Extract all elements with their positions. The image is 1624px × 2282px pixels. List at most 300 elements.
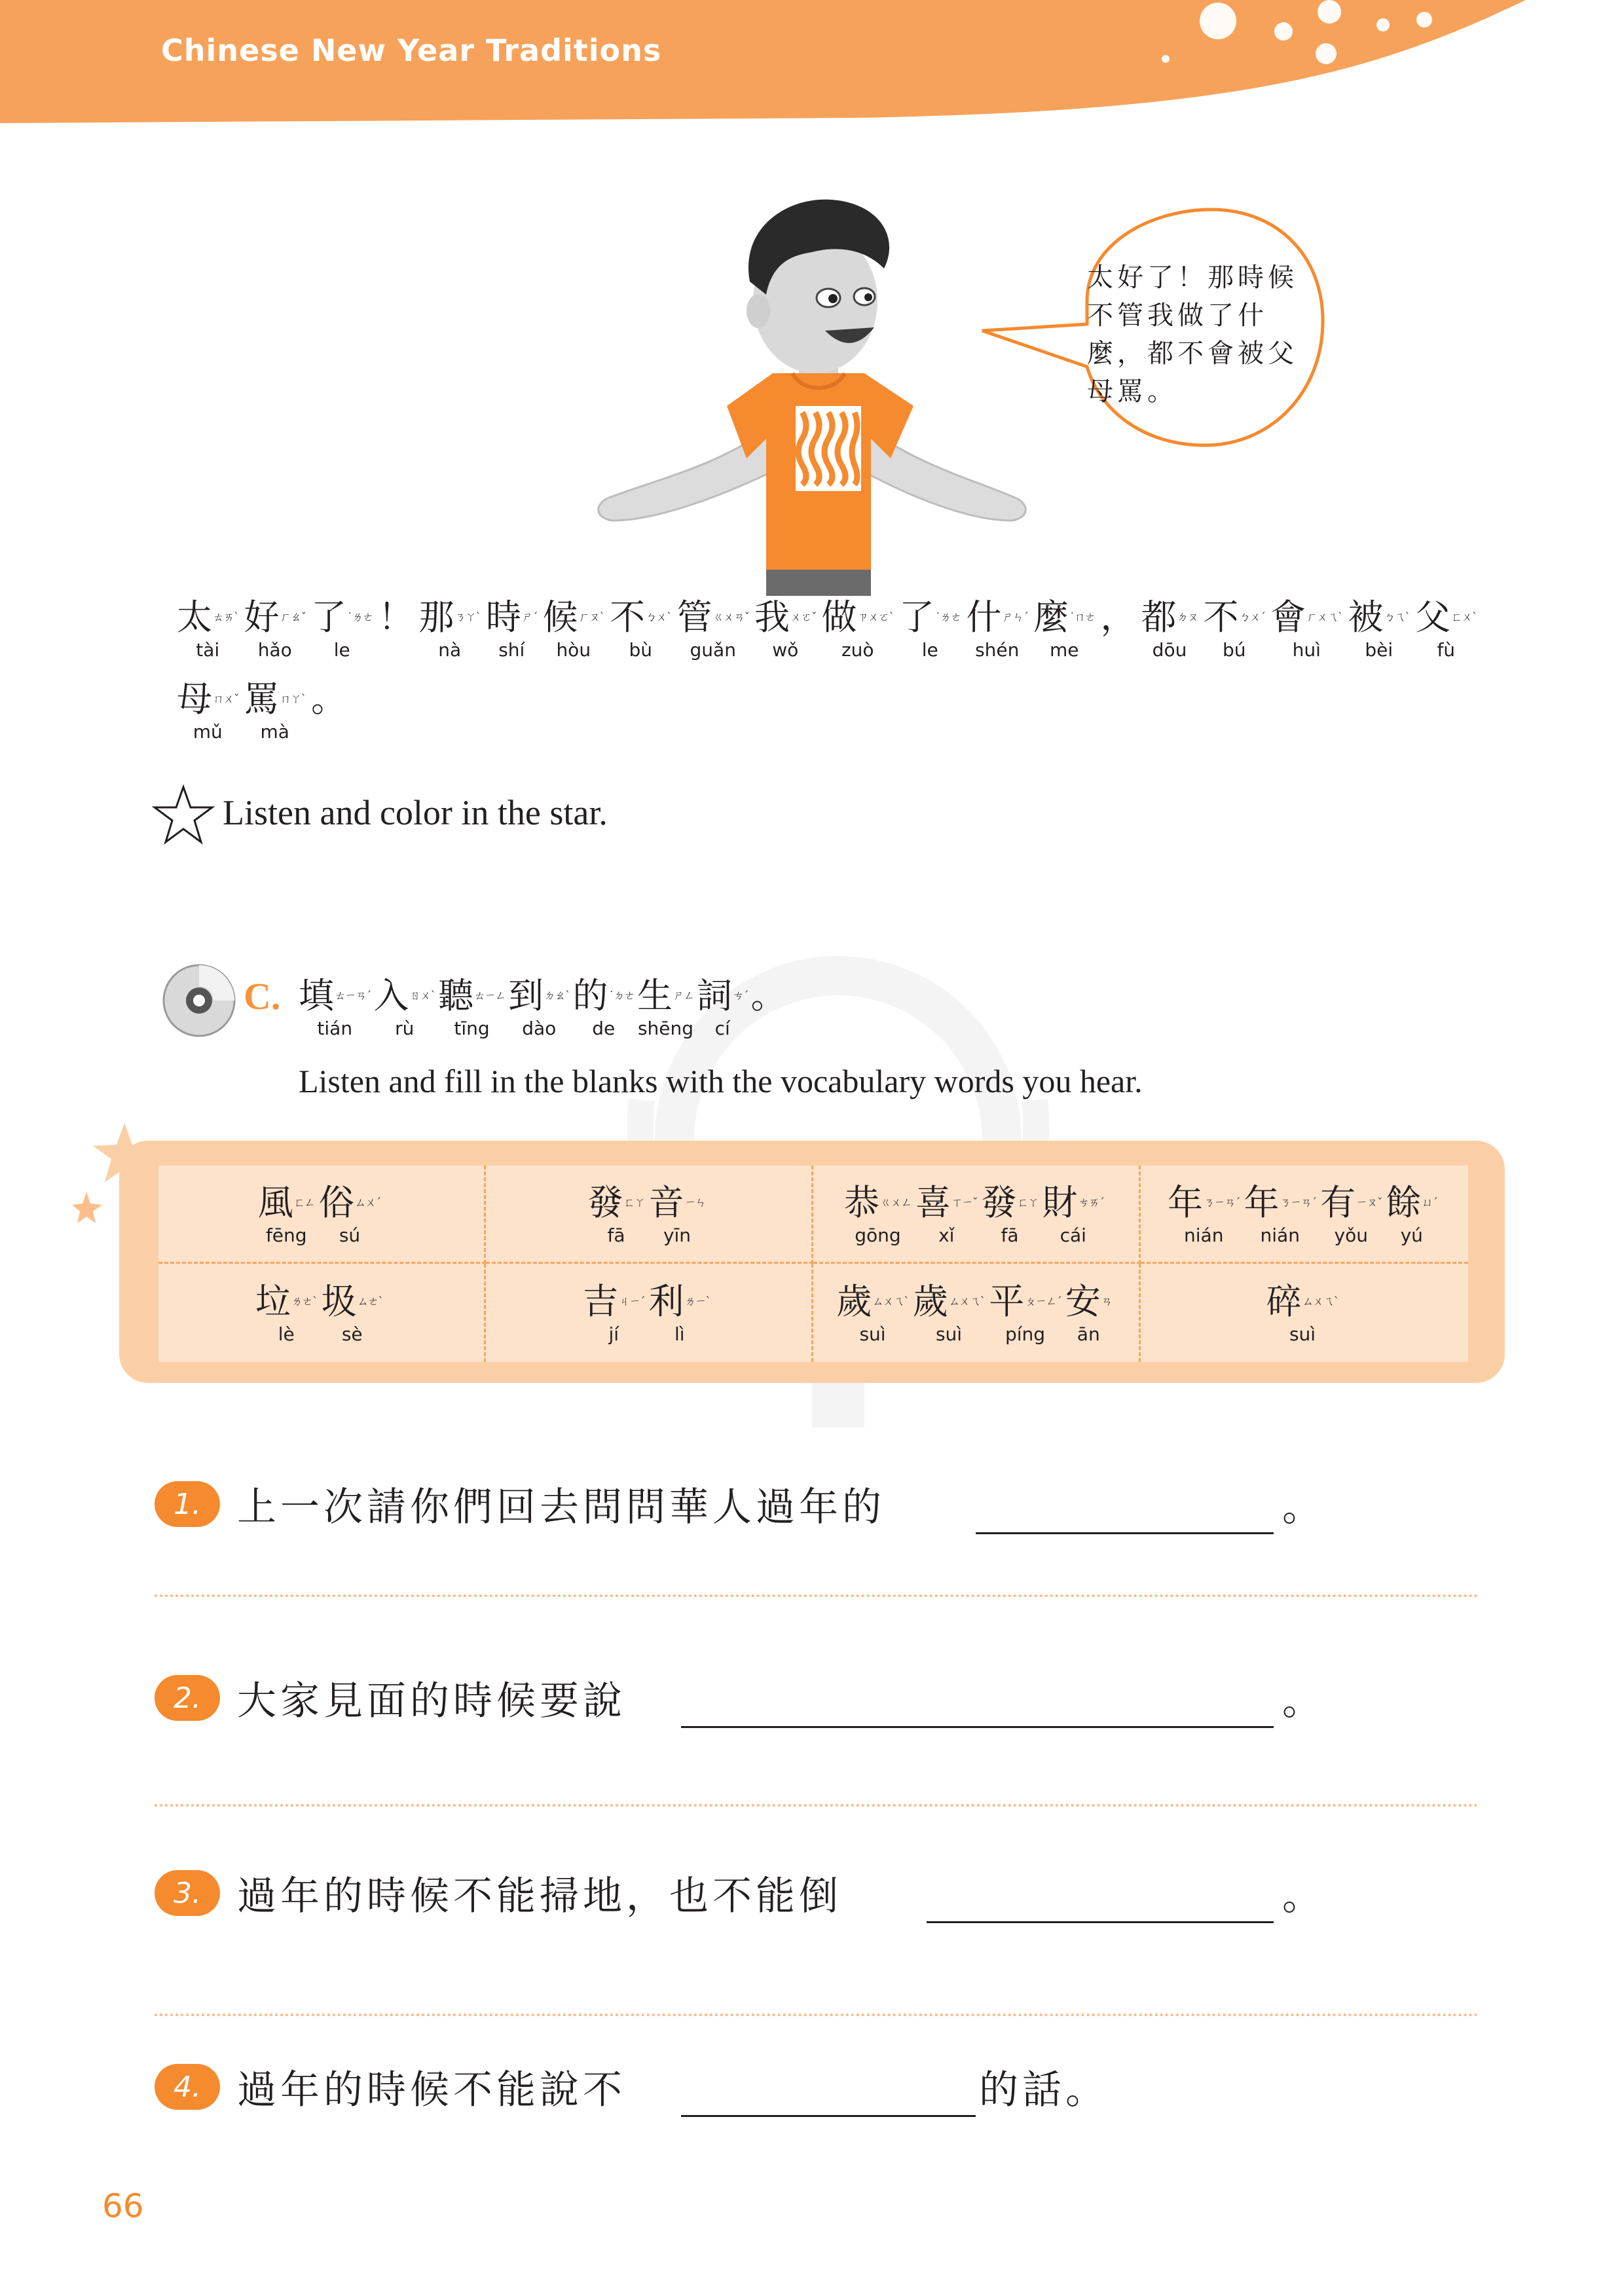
hanzi [177, 596, 239, 639]
word-bank [119, 1141, 1505, 1383]
zhuyin: ㄉㄠˋ [544, 989, 570, 1003]
pinyin: zuò [841, 639, 874, 661]
zhuyin: ㄙㄨㄟˋ [872, 1295, 909, 1308]
annotated-character [915, 1181, 978, 1247]
hanzi-char: 都 [1141, 597, 1177, 638]
hanzi [751, 974, 786, 1018]
zhuyin: ㄏㄨㄟˋ [1306, 611, 1343, 624]
hanzi [311, 678, 346, 721]
annotated-character [419, 596, 481, 661]
hanzi-char: 音 [648, 1181, 684, 1223]
hanzi [967, 596, 1029, 639]
annotated-character [438, 974, 506, 1040]
hanzi-char: 生 [637, 975, 673, 1016]
annotated-character [1415, 596, 1477, 661]
pinyin: tài [196, 639, 220, 661]
question-4-blank[interactable] [681, 2115, 976, 2117]
hanzi-char: 母 [177, 678, 212, 720]
pinyin [766, 1018, 771, 1040]
zhuyin: ㄌㄧˋ [684, 1295, 710, 1308]
hanzi-char: 入 [373, 975, 409, 1016]
zhuyin: ㄆㄧㄥˊ [1025, 1295, 1061, 1308]
pinyin: dào [522, 1018, 557, 1039]
zhuyin: ㄉㄡ [1177, 611, 1198, 624]
zhuyin: ㄇㄚˋ [280, 693, 306, 706]
zhuyin: ㄇㄨˇ [213, 693, 239, 706]
hanzi-char: ！ [378, 597, 414, 638]
hanzi-char: 財 [1042, 1181, 1078, 1223]
hanzi [1043, 1181, 1105, 1224]
pinyin: cí [714, 1018, 730, 1039]
annotated-character [754, 596, 817, 661]
question-1-badge: 1. [155, 1481, 220, 1527]
zhuyin: ㄙㄨˊ [354, 1196, 381, 1209]
hanzi [1141, 596, 1198, 639]
star-instruction: Listen and color in the star. [223, 793, 608, 832]
section-title [299, 974, 789, 1040]
hanzi-char: 的 [572, 975, 608, 1016]
pinyin: shēng [637, 1018, 694, 1039]
annotated-character [1168, 1181, 1240, 1247]
hanzi [374, 974, 436, 1018]
hanzi [1270, 596, 1343, 639]
decor-dot [1316, 43, 1337, 64]
annotated-character [649, 1280, 711, 1346]
pinyin: guǎn [690, 639, 736, 661]
word-bank-item [1141, 1166, 1468, 1264]
hanzi-char: 俗 [318, 1181, 354, 1223]
annotated-character [244, 678, 306, 743]
word-bank-item [486, 1264, 813, 1362]
annotated-character [374, 974, 436, 1040]
hanzi-char: 風 [257, 1181, 293, 1223]
zhuyin: ㄒㄧˇ [951, 1196, 978, 1209]
hanzi-char: 了 [311, 597, 346, 638]
pinyin: de [592, 1018, 616, 1039]
zhuyin: ㄘˊ [733, 989, 748, 1003]
question-4-badge: 4. [155, 2064, 220, 2110]
zhuyin: ㄍㄨㄥ [880, 1196, 912, 1209]
hanzi [508, 974, 570, 1018]
pinyin: yīn [663, 1224, 692, 1246]
pinyin: bèi [1365, 639, 1393, 661]
question-3-badge: 3. [155, 1870, 220, 1916]
word-bank-word [583, 1280, 714, 1346]
zhuyin: ㄈㄚ [1017, 1196, 1039, 1209]
hanzi-char: 發 [981, 1181, 1017, 1223]
zhuyin: ㄌㄜˋ [291, 1295, 318, 1308]
annotated-character [1204, 596, 1266, 661]
annotated-character [982, 1181, 1039, 1247]
annotated-character [899, 596, 961, 661]
hanzi-char: 不 [610, 597, 645, 638]
hanzi [244, 596, 306, 639]
hanzi [543, 596, 605, 639]
hanzi [754, 596, 817, 639]
pinyin: fēng [265, 1224, 307, 1246]
zhuyin: ㄕˊ [522, 611, 538, 624]
pinyin: suì [1289, 1323, 1316, 1345]
zhuyin: ˙ㄌㄜ [935, 611, 961, 624]
question-1-text: 上一次請你們回去問問華人過年的 [237, 1484, 885, 1530]
word-bank-word [255, 1280, 387, 1346]
zhuyin: ㄊㄞˋ [213, 611, 239, 624]
hanzi-char: 有 [1320, 1181, 1356, 1223]
word-bank-item [813, 1264, 1141, 1362]
header-title: Chinese New Year Traditions [161, 33, 662, 68]
pinyin: yǒu [1334, 1224, 1368, 1246]
hanzi-char: 被 [1348, 597, 1384, 638]
dialogue-line-1 [177, 596, 1483, 661]
annotated-character [1244, 1181, 1317, 1247]
hanzi-char: 管 [676, 597, 712, 638]
hanzi-char: 不 [1203, 597, 1239, 638]
hanzi [637, 974, 694, 1018]
question-2-text: 大家見面的時候要說 [237, 1678, 626, 1724]
zhuyin: ˙ㄉㄜ [608, 989, 635, 1003]
pinyin: nián [1260, 1224, 1300, 1246]
pinyin: shén [975, 639, 1020, 661]
hanzi-char: 時 [486, 597, 521, 638]
zhuyin: ㄋㄧㄢˊ [1204, 1196, 1240, 1209]
pinyin: wǒ [772, 639, 799, 661]
question-4-text: 過年的時候不能說不 [237, 2067, 626, 2113]
zhuyin: ㄩˊ [1422, 1196, 1437, 1209]
hanzi [649, 1280, 711, 1323]
zhuyin: ㄕㄣˊ [1002, 611, 1028, 624]
zhuyin: ㄕㄥ [673, 989, 694, 1003]
pinyin: sè [341, 1323, 363, 1345]
annotated-character [822, 596, 895, 661]
pinyin: hòu [556, 639, 591, 661]
zhuyin: ㄈㄨˋ [1451, 611, 1477, 624]
hanzi-char: 做 [821, 597, 857, 638]
hanzi [177, 678, 239, 721]
annotated-character [583, 1280, 645, 1346]
pinyin: tián [317, 1018, 353, 1039]
pinyin: fù [1437, 639, 1456, 661]
zhuyin: ㄅㄨˋ [646, 611, 672, 624]
zhuyin: ㄏㄠˇ [280, 611, 306, 624]
punctuation [311, 678, 346, 743]
pinyin: tīng [454, 1018, 490, 1039]
annotated-character [989, 1280, 1061, 1346]
hanzi [1386, 1181, 1438, 1224]
pinyin: suì [859, 1323, 886, 1345]
hanzi-char: 會 [1270, 597, 1306, 638]
annotated-character [1320, 1181, 1382, 1247]
zhuyin: ㄏㄡˋ [578, 611, 604, 624]
hanzi-char: 安 [1065, 1281, 1101, 1322]
decor-dot [1274, 22, 1293, 41]
hanzi [311, 596, 373, 639]
audio-cd-icon[interactable] [161, 963, 237, 1039]
decor-dot [1162, 55, 1170, 63]
section-instruction: Listen and fill in the blanks with the vocabulary words you hear. [299, 1063, 1143, 1099]
zhuyin: ㄋㄧㄢˊ [1280, 1196, 1316, 1209]
annotated-character [508, 974, 570, 1040]
decor-dot [1200, 3, 1236, 39]
annotated-character [1033, 596, 1096, 661]
annotated-character [177, 678, 239, 743]
hanzi-char: 平 [989, 1281, 1025, 1322]
hanzi [1415, 596, 1477, 639]
question-3-tail: 。 [1282, 1873, 1325, 1919]
decor-dot [1416, 12, 1432, 28]
pinyin: me [1049, 639, 1079, 661]
hanzi [1244, 1181, 1317, 1224]
divider [155, 1594, 1479, 1597]
pinyin [1115, 639, 1121, 661]
annotated-character [311, 596, 373, 661]
hanzi-char: 父 [1415, 597, 1450, 638]
hanzi [244, 678, 306, 721]
hanzi [915, 1181, 978, 1224]
zhuyin: ˙ㄇㄜ [1069, 611, 1096, 624]
hanzi-char: ， [1100, 597, 1136, 638]
annotated-character [649, 1181, 706, 1247]
punctuation [751, 974, 786, 1040]
pinyin: bú [1222, 639, 1246, 661]
zhuyin: ㄘㄞˊ [1078, 1196, 1104, 1209]
zhuyin: ㄨㄛˇ [790, 611, 817, 624]
hanzi-char: 詞 [697, 975, 732, 1016]
annotated-character [1065, 1280, 1112, 1346]
word-bank-word [258, 1181, 385, 1247]
hanzi [844, 1181, 912, 1224]
dialogue-line-2 [177, 678, 352, 743]
zhuyin: ㄧㄣ [684, 1196, 706, 1209]
zhuyin: ㄅㄨˊ [1239, 611, 1265, 624]
annotated-character [913, 1280, 986, 1346]
hanzi [322, 1280, 384, 1323]
pinyin: gōng [855, 1224, 901, 1246]
hanzi-char: 好 [244, 597, 280, 638]
annotated-character [319, 1181, 381, 1247]
word-bank-grid [158, 1166, 1468, 1362]
page-number: 66 [102, 2187, 144, 2225]
annotated-character [1141, 596, 1198, 661]
question-2-badge: 2. [155, 1675, 220, 1721]
annotated-character [1266, 1280, 1339, 1346]
hanzi [1348, 596, 1411, 639]
annotated-character [637, 974, 694, 1040]
hanzi-char: 年 [1168, 1181, 1203, 1223]
annotated-character [967, 596, 1029, 661]
question-4-tail: 的話。 [979, 2067, 1109, 2113]
annotated-character [1386, 1181, 1438, 1247]
annotated-character [258, 1181, 315, 1247]
punctuation [378, 596, 414, 661]
pinyin: jí [608, 1323, 619, 1345]
word-bank-item [158, 1264, 486, 1362]
annotated-character [677, 596, 750, 661]
hanzi [899, 596, 961, 639]
punctuation [1101, 596, 1136, 661]
pinyin: píng [1005, 1323, 1046, 1345]
annotated-character [844, 1181, 912, 1247]
hanzi-char: 碎 [1266, 1281, 1302, 1322]
annotated-character [697, 974, 748, 1040]
question-3-text: 過年的時候不能掃地，也不能倒 [237, 1873, 842, 1919]
word-bank-word [588, 1181, 710, 1247]
hanzi-char: 。 [311, 678, 346, 720]
pinyin: le [333, 639, 350, 661]
annotated-character [255, 1280, 318, 1346]
pinyin: mà [260, 721, 289, 743]
pinyin: yú [1400, 1224, 1423, 1246]
hanzi [913, 1280, 986, 1323]
hanzi [419, 596, 481, 639]
annotated-character [543, 596, 605, 661]
pinyin: huì [1292, 639, 1321, 661]
hanzi [697, 974, 748, 1018]
hanzi [378, 596, 414, 639]
hanzi [982, 1181, 1039, 1224]
zhuyin: ㄖㄨˋ [409, 989, 435, 1003]
zhuyin: ㄍㄨㄢˇ [712, 611, 749, 624]
hanzi-char: 喜 [915, 1181, 951, 1223]
hanzi-char: 麼 [1033, 597, 1069, 638]
hanzi-char: 聽 [438, 975, 473, 1016]
annotated-character [573, 974, 635, 1040]
word-bank-item [813, 1166, 1141, 1264]
zhuyin: ㄈㄚ [623, 1196, 645, 1209]
zhuyin: ㄢ [1101, 1295, 1112, 1308]
annotated-character [177, 596, 239, 661]
question-3-blank[interactable] [927, 1921, 1274, 1923]
zhuyin: ㄅㄟˋ [1384, 611, 1410, 624]
hanzi [610, 596, 672, 639]
hanzi-char: 罵 [244, 678, 280, 720]
hanzi [1204, 596, 1266, 639]
question-2-blank[interactable] [681, 1726, 1274, 1728]
pinyin: lì [674, 1323, 685, 1345]
annotated-character [486, 596, 538, 661]
pinyin: fā [1001, 1224, 1019, 1246]
hanzi-char: 了 [899, 597, 934, 638]
hanzi-char: 什 [966, 597, 1002, 638]
decor-dot [1376, 18, 1390, 31]
zhuyin: ㄐㄧˊ [619, 1295, 645, 1308]
hanzi [1101, 596, 1136, 639]
pinyin: bù [629, 639, 653, 661]
word-bank-word [844, 1181, 1108, 1247]
pinyin: nà [438, 639, 462, 661]
hanzi [649, 1181, 706, 1224]
zhuyin: ㄗㄨㄛˋ [857, 611, 894, 624]
zhuyin: ㄧㄡˇ [1356, 1196, 1382, 1209]
word-bank-item [486, 1166, 813, 1264]
pinyin: ān [1077, 1323, 1100, 1345]
hanzi-char: 利 [648, 1281, 684, 1322]
pinyin: cái [1060, 1224, 1086, 1246]
hanzi-char: 圾 [321, 1281, 357, 1322]
hanzi-char: 年 [1244, 1181, 1280, 1223]
pinyin: nián [1184, 1224, 1224, 1246]
hanzi-char: 太 [177, 597, 212, 638]
hanzi-char: 我 [754, 597, 790, 638]
zhuyin: ㄙㄨㄟˋ [1302, 1295, 1339, 1308]
word-bank-word [836, 1280, 1116, 1346]
hanzi [1168, 1181, 1240, 1224]
pinyin: suì [935, 1323, 963, 1345]
hanzi [319, 1181, 381, 1224]
divider [155, 1804, 1479, 1807]
hanzi [299, 974, 371, 1018]
zhuyin: ˙ㄌㄜ [347, 611, 373, 624]
hanzi [1065, 1280, 1112, 1323]
hanzi-char: 餘 [1386, 1181, 1422, 1223]
annotated-character [1043, 1181, 1105, 1247]
hanzi [588, 1181, 645, 1224]
hanzi-char: 到 [508, 975, 544, 1016]
hanzi-char: 那 [418, 597, 454, 638]
hanzi-char: 。 [750, 975, 786, 1016]
pinyin [326, 721, 332, 743]
hanzi-char: 恭 [844, 1181, 879, 1223]
hanzi-char: 歲 [912, 1281, 948, 1322]
annotated-character [244, 596, 306, 661]
speech-bubble-text: 太好了！那時候不管我做了什麼，都不會被父母罵。 [1087, 263, 1298, 407]
hanzi-char: 發 [587, 1181, 623, 1223]
zhuyin: ㄙㄨㄟˋ [948, 1295, 986, 1308]
pinyin [393, 639, 399, 661]
zhuyin: ㄊㄧㄥ [474, 989, 506, 1003]
hanzi [1033, 596, 1096, 639]
hanzi-char: 垃 [255, 1281, 291, 1322]
word-bank-word [1266, 1280, 1343, 1346]
question-2-tail: 。 [1282, 1678, 1325, 1724]
pinyin: hǎo [257, 639, 292, 661]
section-letter: C. [244, 975, 281, 1018]
hanzi [486, 596, 538, 639]
annotated-character [610, 596, 672, 661]
pinyin: lè [278, 1323, 295, 1345]
annotated-character [588, 1181, 645, 1247]
hanzi [677, 596, 750, 639]
annotated-character [299, 974, 371, 1040]
hanzi [583, 1280, 645, 1323]
word-bank-item [158, 1166, 486, 1264]
annotated-character [836, 1280, 909, 1346]
zhuyin: ㄊㄧㄢˊ [335, 989, 371, 1003]
pinyin: fā [607, 1224, 625, 1246]
hanzi [573, 974, 635, 1018]
hanzi [1266, 1280, 1339, 1323]
hanzi-char: 填 [299, 975, 334, 1016]
pinyin: dōu [1152, 639, 1187, 661]
pinyin: mǔ [193, 721, 223, 743]
annotated-character [1348, 596, 1411, 661]
hanzi-char: 歲 [836, 1281, 872, 1322]
zhuyin: ㄋㄚˋ [454, 611, 481, 624]
pinyin: rù [395, 1018, 415, 1039]
question-1-blank[interactable] [976, 1532, 1274, 1534]
hanzi-char: 吉 [583, 1281, 618, 1322]
hanzi [258, 1181, 315, 1224]
word-bank-word [1168, 1181, 1441, 1247]
decor-dot [1318, 0, 1341, 24]
pinyin: shí [498, 639, 525, 661]
hanzi [438, 974, 506, 1018]
hanzi [822, 596, 895, 639]
question-1-tail: 。 [1282, 1484, 1325, 1530]
star-icon[interactable] [152, 784, 215, 845]
zhuyin: ㄈㄥ [293, 1196, 315, 1209]
hanzi [255, 1280, 318, 1323]
word-bank-item [1141, 1264, 1468, 1362]
